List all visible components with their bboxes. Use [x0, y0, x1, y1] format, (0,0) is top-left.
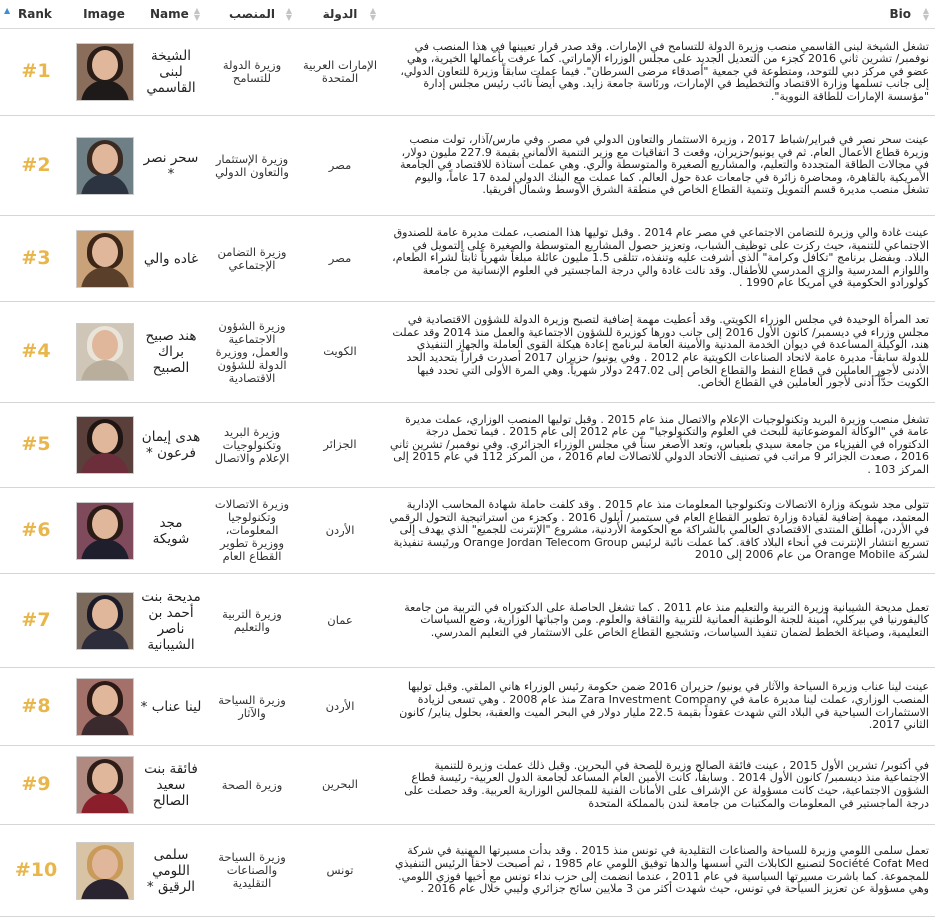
image-cell [72, 403, 136, 488]
rank-cell: #7 [0, 574, 72, 668]
name-cell: الشيخة لبنى القاسمي [136, 29, 206, 116]
name-cell: سلمى اللومي الرقيق * [146, 846, 196, 895]
rank-cell: #3 [0, 216, 72, 302]
rank-cell: #4 [21, 340, 51, 363]
table-row [0, 488, 935, 574]
image-cell [72, 116, 136, 216]
avatar [76, 230, 134, 288]
country-cell: البحرين [298, 746, 382, 825]
rank-cell: #6 [21, 518, 51, 541]
avatar [76, 416, 134, 474]
position-cell: وزيرة الدولة للتسامح [206, 29, 298, 116]
rank-cell: #5 [0, 403, 72, 488]
country-cell: الإمارات العربية المتحدة [298, 29, 382, 116]
country-column-header[interactable]: الدولة ▲ ▼ [298, 0, 382, 29]
bio-cell: عينت لينا عناب وزيرة السياحة والآثار في يونيو/ حزيران 2016 ضمن حكومة رئيس الوزراء هاني الملقي. وقبل توليها المنصب الوزاري، عملت لينا مديرة عامة في Zara Investment Company منذ عام 2008 . وهي تسعى لزيادة الاستثمارات السياحية في البلاد التي شهدت عقوداً بقيمة 22.5 مليار دولار في البحر الميت والعقبة، بحلول يناير/ كانون الثاني 2017. [399, 680, 929, 732]
table-header [0, 0, 935, 29]
bio-column-header[interactable]: Bio ▲ ▼ [382, 0, 935, 29]
image-cell [72, 488, 136, 574]
position-cell: وزيرة الشؤون الاجتماعية والعمل، ووزيرة الدولة للشؤون الاقتصادية [215, 318, 289, 385]
country-cell: تونس [326, 862, 354, 877]
position-cell: وزيرة الصحة [206, 746, 298, 825]
table-row [0, 746, 935, 825]
avatar [76, 842, 134, 900]
table-row [0, 216, 935, 302]
avatar [76, 678, 134, 736]
name-cell: سحر نصر * [143, 149, 199, 182]
position-cell: وزيرة السياحة والصناعات التقليدية [218, 850, 286, 890]
name-cell: هدى إيمان فرعون * [136, 403, 206, 488]
rank-cell: #8 [21, 694, 51, 717]
country-cell: الأردن [325, 522, 355, 537]
avatar [76, 43, 134, 101]
rank-cell: #9 [0, 746, 72, 825]
sort-toggle-icon: ▲ ▼ [922, 6, 929, 22]
sort-toggle-icon: ▲ ▼ [369, 6, 376, 22]
country-cell: الجزائر [298, 403, 382, 488]
rank-column-header[interactable]: ▲ Rank [0, 0, 72, 29]
bio-cell: تتولى مجد شويكة وزارة الاتصالات وتكنولوجيا المعلومات منذ عام 2015 . وقد كلفت حاملة شهادة المحاسب الإدارية المعتمد، مهمة إضافية لقيادة وزارة تطوير القطاع العام في سبتمبر/ أيلول 2016 . وكجزء من استراتيجية التحول الرقمي في الأردن، أطلق المنتدى الاقتصادي العالمي بالشراكة مع الحكومة الأردنية، مشروع "الإنترنت للجميع" الذي يهدف إلى تسريع انتشار الإنترنت في أنحاء البلاد كافة. كما عملت نائبة لرئيس Orange Jordan Telecom Group ورئيسة تنفيذية لشركة Orange Mobile من عام 2006 إلى 2010 [389, 498, 929, 562]
bio-cell: تعمل مديحة الشيبانية وزيرة التربية والتعليم منذ عام 2011 . كما تشغل الحاصلة على الدكتوراه في التربية من جامعة كاليفورنيا في بيركلي، أمينة للجنة الوطنية العمانية للتربية والثقافة والعلوم. ومن واجباتها الوزارية، وضع السياسات التعليمية، وصياغة الخطط لضمان تنفيذ السياسات، وتشجيع القطاع الخاص على الاستثمار في التعليم المدرسي. [382, 574, 935, 668]
rank-cell: #1 [0, 29, 72, 116]
image-cell [72, 29, 136, 116]
avatar [76, 756, 134, 814]
name-cell: لينا عناب * [140, 698, 202, 715]
bio-cell: في أكتوبر/ تشرين الأول 2015 ، عينت فائقة الصالح وزيرة للصحة في البحرين. وقبل ذلك عملت وزيرة للتنمية الاجتماعية منذ ديسمبر/ كانون الأول 2014 . وسابقاً، كانت الأمين العام المساعد لجامعة الدول العربية- رئيسة قطاع الشؤون الاجتماعية، حيث كانت مسؤولة عن الإشراف على الأمانات الفنية للمجالس الوزارية العربية. وقد حصلت على درجة الماجستير في المعلومات والمكتبات من جامعة لندن بالمملكة المتحدة [382, 746, 935, 825]
bio-cell: تشغل منصب وزيرة البريد وتكنولوجيات الإعلام والاتصال منذ عام 2015 . وقبل توليها المنصب الوزاري، عملت مديرة عامة في "الوكالة الموضوعاتية للبحث في العلوم والتكنولوجيا" من عام 2012 إلى عام 2015 . فيما تحمل درجة الدكتوراه في الفيزياء من جامعة سيدي بلعباس، وتعد الأصغر سناً في مجلس الوزراء الجزائري. وفي نوفمبر/ تشرين ثاني 2016 ، صعدت الجزائر 9 مراتب في تصنيف الاتحاد الدولي للاتصالات لعام 2016 ، من المركز 112 في عام 2015 إلى المركز 103 . [382, 403, 935, 488]
image-cell [72, 302, 136, 403]
name-cell: مجد شويكة [152, 514, 190, 547]
image-cell [72, 216, 136, 302]
bio-cell: عينت غادة والي وزيرة للتضامن الاجتماعي في مصر عام 2014 . وقبل توليها هذا المنصب، عملت مديرة عامة للصندوق الاجتماعي للتنمية، حيث ركزت على توظيف الشباب، وتعزيز حصول المشاريع المتوسطة والصغيرة على التمويل في البلاد. وبفضل برنامج "تكافل وكرامة" الذي أشرفت عليه وتنفذه، تتلقى 1.5 مليون عائلة مبلغاً شهرياً ثابتاً لشراء الطعام، واللوازم المدرسية والزي المدرسي للأطفال. وقد نالت غادة والي درجة الماجستير في العلوم الإنسانية من جامعة كولورادو الحكومية في أمريكا عام 1990 . [382, 216, 935, 302]
rank-cell: #2 [21, 153, 51, 176]
avatar [76, 592, 134, 650]
name-cell: غاده والي [136, 216, 206, 302]
position-column-header[interactable]: المنصب ▲ ▼ [206, 0, 298, 29]
table-row [0, 29, 935, 116]
image-cell [72, 668, 136, 746]
image-cell [72, 746, 136, 825]
avatar [76, 502, 134, 560]
position-cell: وزيرة الاتصالات وتكنولوجيا المعلومات، ووزيرة تطوير القطاع العام [214, 497, 290, 563]
image-cell [72, 574, 136, 668]
rank-cell: #10 [14, 858, 58, 881]
table-row [0, 302, 935, 403]
position-cell: وزيرة الإستثمار والتعاون الدولي [215, 151, 289, 179]
table-row [0, 825, 935, 917]
avatar [76, 137, 134, 195]
table-row [0, 403, 935, 488]
name-cell: مديحة بنت أحمد بن ناصر الشيبانية [136, 574, 206, 668]
sort-asc-icon: ▲ [4, 6, 11, 15]
name-column-header[interactable]: Name ▲ ▼ [136, 0, 206, 29]
position-cell: وزيرة السياحة والآثار [218, 692, 286, 720]
bio-cell: عينت سحر نصر في فبراير/شباط 2017 ، وزيرة الاستثمار والتعاون الدولي في مصر. وفي مارس/آذار، تولت منصب وزيرة قطاع الأعمال العام. ثم في يونيو/حزيران، وقعت 3 اتفاقيات مع وزير التنمية الألماني بقيمة 227.9 مليون دولار، في مجالات الطاقة المتجددة والتعليم، والمشاريع الصغيرة والمتوسطة والري. وهي عملت أستاذة للاقتصاد في الجامعة الأمريكية بالقاهرة، ومحاضرة زائرة في جامعات عدة حول العالم. كما عملت مع البنك الدولي لمدة 17 عاماً، واليوم تشغل منصب مديرة قسم التمويل وتنمية القطاع الخاص في منطقة الشرق الأوسط وشمال أفريقيا. [400, 133, 929, 197]
image-column-header: Image [72, 0, 136, 29]
table-body [0, 29, 935, 917]
country-cell: الكويت [323, 344, 357, 359]
country-cell: مصر [298, 216, 382, 302]
table-row [0, 668, 935, 746]
position-cell: وزيرة البريد وتكنولوجيات الإعلام والاتصال [206, 403, 298, 488]
sort-toggle-icon: ▲ ▼ [285, 6, 292, 22]
bio-cell: تعد المرأة الوحيدة في مجلس الوزراء الكويتي. وقد أعطيت مهمة إضافية لتصبح وزيرة الدولة للشؤون الاقتصادية في مجلس وزراء في ديسمبر/ كانون الأول 2016 إلى جانب دورها كوزيرة للشؤون الاجتماعية والعمل منذ 2014 وقد عملت هند، الوكيلة المساعدة في ديوان الخدمة المدنية والأمينة العامة لبرنامج إعادة هيكلة القوى العاملة والجهاز التنفيذي للدولة سابقاً- مديرة عامة لاتحاد الصناعات الكويتية عام 2012 . وفي يونيو/ حزيران 2017 أصدرت قراراً بتحديد الحد الأدنى لأجور العاملين في قطاع النفط والقطاع الخاص إلى 247.02 دولار شهرياً. وهي المرة الأولى التي تحدد فيها الكويت حدّاً أدنى لأجور العاملين في القطاع الخاص. [392, 313, 929, 390]
country-cell: عمان [298, 574, 382, 668]
sort-toggle-icon: ▲ ▼ [193, 6, 200, 22]
table-row [0, 574, 935, 668]
country-cell: مصر [328, 157, 352, 172]
country-cell: الأردن [325, 698, 355, 713]
image-cell [72, 825, 136, 917]
name-cell: هند صبيح براك الصبيح [145, 328, 197, 376]
bio-cell: تعمل سلمى اللومي وزيرة للسياحة والصناعات التقليدية في تونس منذ 2015 . وقد بدأت مسيرتها المهنية في شركة Société Cofat Med لتصنيع الكابلات التي أسسها والدها توفيق اللومي عام 1985 ، ثم أصبحت لاحقاً الرئيس التنفيذي للمجموعة. كما باشرت مسيرتها السياسية في عام 2011 ، عندما انضمت إلى حزب نداء تونس مع أخيها فوزي اللومي. وهي مسؤولة عن تعزيز السياحة في تونس، حيث شهدت أكثر من 3 ملايين سائح جزائري وليبي خلال عام 2016 . [394, 844, 929, 896]
avatar [76, 323, 134, 381]
bio-cell: تشغل الشيخة لبنى القاسمي منصب وزيرة الدولة للتسامح في الإمارات. وقد صدر قرار تعيينها في هذا المنصب في نوفمبر/ تشرين ثاني 2016 كجزء من التعديل الجديد على مجلس الوزراء الإماراتي. كما عرفت بأعمالها الخيرية، وهي عضو في مركز دبي للتوحد، ومتطوعة في جمعية "أصدقاء مرضى السرطان". فيما عملت سابقاً وزيرة للتعاون الدولي، إلى جانب تسلمها وزارة الاقتصاد والتخطيط في الإمارات، ورئاسة جامعة زايد. وهي أيضاً نائب رئيس مجلس إدارة "مؤسسة الإمارات للطاقة النووية". [382, 29, 935, 116]
position-cell: وزيرة التضامن الإجتماعي [206, 216, 298, 302]
table-row [0, 116, 935, 216]
name-cell: فائقة بنت سعيد الصالح [136, 746, 206, 825]
position-cell: وزيرة التربية والتعليم [206, 574, 298, 668]
